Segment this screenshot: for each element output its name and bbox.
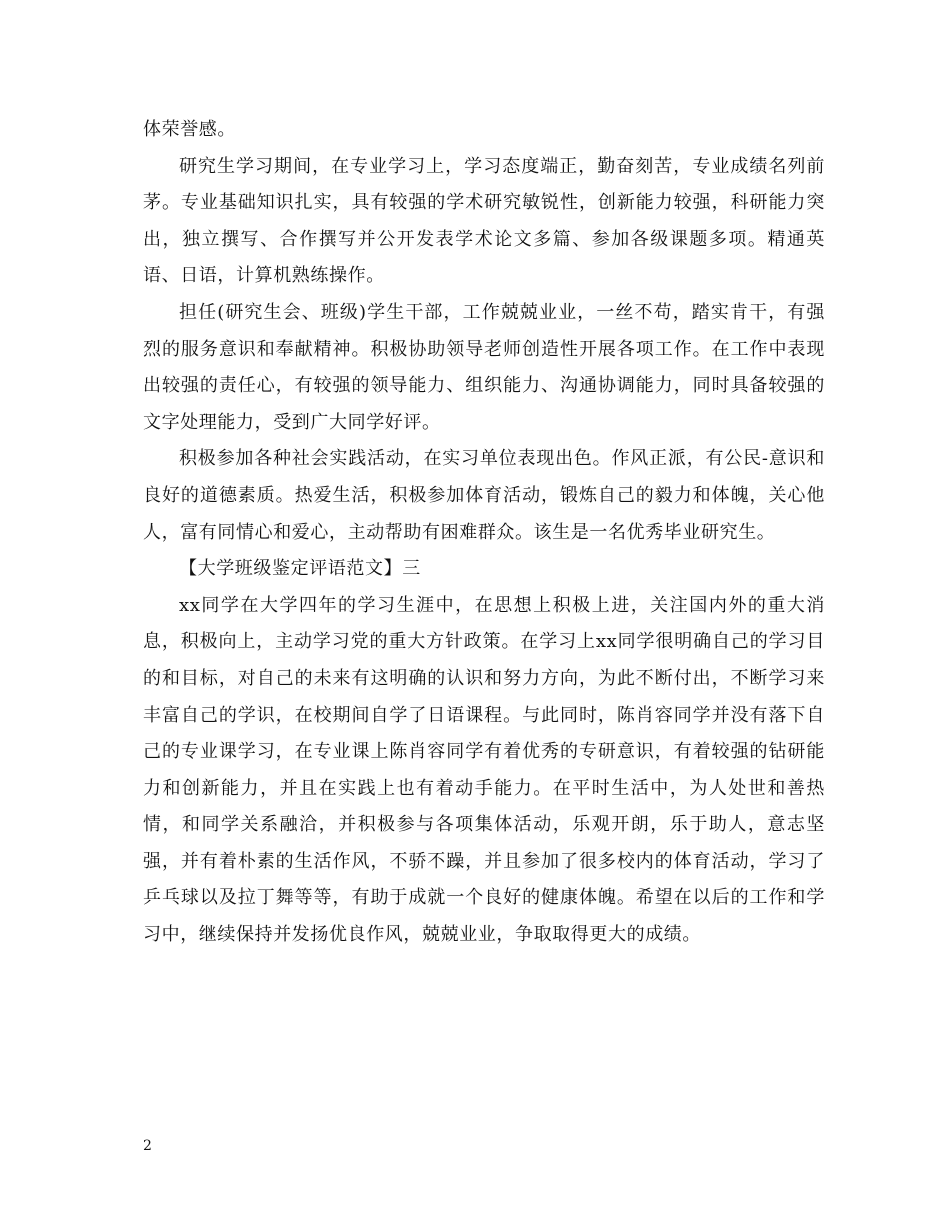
paragraph-student-cadre: 担任(研究生会、班级)学生干部，工作兢兢业业，一丝不苟，踏实肯干，有强烈的服务意识和奉献精神。积极协助领导老师创造性开展各项工作。在工作中表现出较强的责任心，有较强的领导能力、组织能力、沟通协调能力，同时具备较强的文字处理能力，受到广大同学好评。 [143,301,825,433]
page-number: 2 [143,1138,152,1154]
paragraph-social-practice: 积极参加各种社会实践活动，在实习单位表现出色。作风正派，有公民-意识和良好的道德素质。热爱生活，积极参加体育活动，锻炼自己的毅力和体魄，关心他人，富有同情心和爱心，主动帮助有困难群众。该生是一名优秀毕业研究生。 [143,448,825,543]
paragraph-graduate-study: 研究生学习期间，在专业学习上，学习态度端正，勤奋刻苦，专业成绩名列前茅。专业基础知识扎实，具有较强的学术研究敏锐性，创新能力较强，科研能力突出，独立撰写、合作撰写并公开发表学术论文多篇、参加各级课题多项。精通英语、日语，计算机熟练操作。 [143,155,825,287]
document-body [143,112,825,954]
section-heading: 【大学班级鉴定评语范文】三 [179,558,421,580]
paragraph-continuation: 体荣誉感。 [143,119,236,140]
paragraph-evaluation: xx同学在大学四年的学习生涯中，在思想上积极上进，关注国内外的重大消息，积极向上，主动学习党的重大方针政策。在学习上xx同学很明确自己的学习目的和目标，对自己的未来有这明确的认识和努力方向，为此不断付出，不断学习来丰富自己的学识，在校期间自学了日语课程。与此同时，陈肖容同学并没有落下自己的专业课学习，在专业课上陈肖容同学有着优秀的专研意识，有着较强的钻研能力和创新能力，并且在实践上也有着动手能力。在平时生活中，为人处世和善热情，和同学关系融洽，并积极参与各项集体活动，乐观开朗，乐于助人，意志坚强，并有着朴素的生活作风，不骄不躁，并且参加了很多校内的体育活动，学习了乒乓球以及拉丁舞等等，有助于成就一个良好的健康体魄。希望在以后的工作和学习中，继续保持并发扬优良作风，兢兢业业，争取取得更大的成绩。 [143,594,825,946]
